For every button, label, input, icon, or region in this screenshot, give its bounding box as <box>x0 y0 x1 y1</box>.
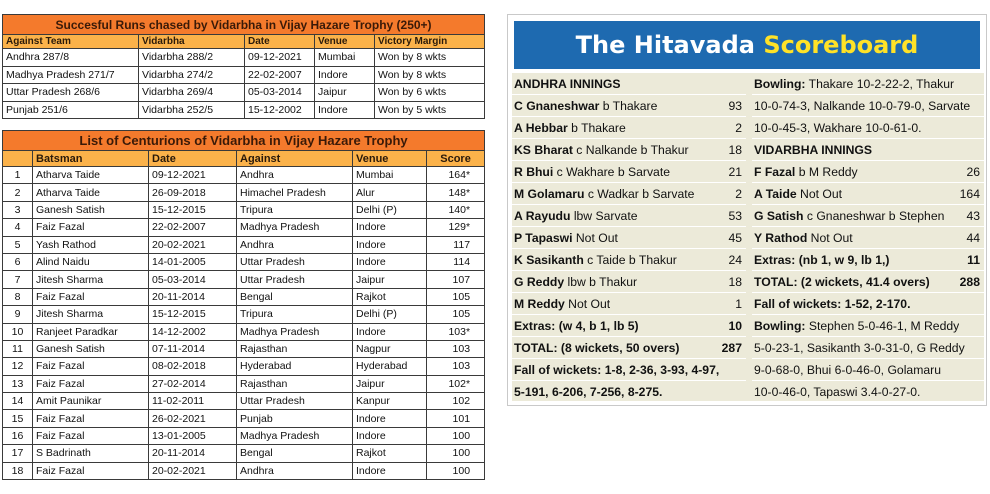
score-line-bold: TOTAL: (2 wickets, 41.4 overs) <box>754 275 930 289</box>
score-line-bold: TOTAL: (8 wickets, 50 overs) <box>514 341 680 355</box>
table-cell: 09-12-2021 <box>245 49 315 67</box>
table-cell: Vidarbha 252/5 <box>139 101 245 119</box>
score-line <box>752 249 984 271</box>
table-row <box>3 427 485 444</box>
table-cell: 14 <box>3 393 33 410</box>
score-line-text <box>752 271 930 292</box>
table-row <box>3 288 485 305</box>
table-cell: Amit Paunikar <box>33 393 149 410</box>
table-cell: 6 <box>3 253 33 270</box>
table-cell: Mumbai <box>353 167 427 184</box>
score-line-value: 2 <box>735 121 742 135</box>
score-line-text <box>512 139 689 160</box>
table-cell: Ranjeet Paradkar <box>33 323 149 340</box>
table-cell: Vidarbha 269/4 <box>139 84 245 102</box>
table-cell: 1 <box>3 167 33 184</box>
score-line-value: 11 <box>967 253 980 267</box>
table-cell: Indore <box>353 323 427 340</box>
score-line-value: 43 <box>966 209 980 223</box>
score-line-detail: Not Out <box>807 231 853 245</box>
table-cell: Vidarbha 288/2 <box>139 49 245 67</box>
score-line-text <box>752 227 853 248</box>
score-line-text <box>512 271 637 292</box>
scoreboard-grid <box>512 73 984 401</box>
table-cell: 22-02-2007 <box>245 66 315 84</box>
score-line-value: 18 <box>728 143 742 157</box>
score-line-bold: R Bhui <box>514 165 554 179</box>
table-cell: 103* <box>427 323 485 340</box>
score-line-value: 45 <box>728 231 742 245</box>
table-cell: 13 <box>3 375 33 392</box>
table-cell: Uttar Pradesh <box>237 393 353 410</box>
score-line <box>512 139 746 161</box>
score-line-text <box>512 183 694 204</box>
column-header: Venue <box>315 35 375 49</box>
score-line-detail: 9-0-68-0, Bhui 6-0-46-0, Golamaru <box>754 363 941 377</box>
table-cell: 07-11-2014 <box>149 340 237 357</box>
table-cell: 27-02-2014 <box>149 375 237 392</box>
table-cell: 10 <box>3 323 33 340</box>
score-line-detail: b M Reddy <box>795 165 858 179</box>
successful-chases-title: Succesful Runs chased by Vidarbha in Vijay Hazare Trophy (250+) <box>3 15 485 35</box>
table-cell: 26-02-2021 <box>149 410 237 427</box>
table-cell: 140* <box>427 201 485 218</box>
score-line-value: 24 <box>728 253 742 267</box>
score-line-detail: lbw Sarvate <box>570 209 638 223</box>
score-line-detail: 5-0-23-1, Sasikanth 3-0-31-0, G Reddy <box>754 341 965 355</box>
score-line <box>752 227 984 249</box>
andhra-innings-column <box>512 73 746 403</box>
score-line-detail: Not Out <box>564 297 611 311</box>
table-row <box>3 84 485 102</box>
score-line-detail: c Gnaneshwar b Stephen <box>803 209 945 223</box>
score-line <box>512 271 746 293</box>
table-cell: 102 <box>427 393 485 410</box>
table-cell: 20-11-2014 <box>149 288 237 305</box>
score-line <box>752 73 984 95</box>
table-cell: Tripura <box>237 201 353 218</box>
score-line-text <box>512 337 680 358</box>
score-line-value: 1 <box>735 297 742 311</box>
score-line <box>512 183 746 205</box>
score-line-value: 26 <box>966 165 980 179</box>
table-cell: Won by 8 wkts <box>375 49 485 67</box>
score-line-bold: VIDARBHA INNINGS <box>754 143 873 157</box>
table-cell: Indore <box>353 427 427 444</box>
table-cell: 15-12-2015 <box>149 306 237 323</box>
table-cell: 12 <box>3 358 33 375</box>
table-cell: Punjab <box>237 410 353 427</box>
table-cell: Mumbai <box>315 49 375 67</box>
score-line-text <box>752 161 858 182</box>
score-line-bold: Y Rathod <box>754 231 808 245</box>
score-line-value: 18 <box>728 275 742 289</box>
score-line-bold: A Rayudu <box>514 209 571 223</box>
table-cell: 05-03-2014 <box>245 84 315 102</box>
table-cell: 26-09-2018 <box>149 184 237 201</box>
table-cell: 20-11-2014 <box>149 445 237 462</box>
column-header: Date <box>245 35 315 49</box>
table-cell: 14-12-2002 <box>149 323 237 340</box>
table-cell: Hyderabad <box>353 358 427 375</box>
score-line-detail: c Wakhare b Sarvate <box>553 165 670 179</box>
table-cell: Madhya Pradesh <box>237 323 353 340</box>
column-header: Vidarbha <box>139 35 245 49</box>
score-line-bold: Bowling: <box>754 77 806 91</box>
table-row <box>3 323 485 340</box>
score-line <box>512 337 746 359</box>
score-line <box>752 271 984 293</box>
score-line <box>752 381 984 403</box>
score-line-text <box>512 73 621 94</box>
table-cell: Yash Rathod <box>33 236 149 253</box>
table-cell: 103 <box>427 358 485 375</box>
table-cell: Faiz Fazal <box>33 288 149 305</box>
centurions-title: List of Centurions of Vidarbha in Vijay Hazare Trophy <box>3 131 485 151</box>
table-cell: 8 <box>3 288 33 305</box>
table-row <box>3 66 485 84</box>
table-cell: Andhra <box>237 167 353 184</box>
table-cell: Won by 5 wkts <box>375 101 485 119</box>
score-line <box>512 381 746 403</box>
table-cell: 22-02-2007 <box>149 219 237 236</box>
table-row <box>3 340 485 357</box>
table-cell: Madhya Pradesh 271/7 <box>3 66 139 84</box>
table-cell: 117 <box>427 236 485 253</box>
scoreboard-title-accent: Scoreboard <box>763 31 919 59</box>
table-cell: 105 <box>427 288 485 305</box>
score-line-text <box>512 227 618 248</box>
column-header: Against Team <box>3 35 139 49</box>
score-line-bold: K Sasikanth <box>514 253 584 267</box>
table-cell: Won by 8 wkts <box>375 66 485 84</box>
score-line-text <box>512 293 610 314</box>
table-cell: 15 <box>3 410 33 427</box>
score-line-bold: C Gnaneshwar <box>514 99 600 113</box>
table-cell: Indore <box>353 219 427 236</box>
table-cell: 103 <box>427 340 485 357</box>
score-line-bold: M Golamaru <box>514 187 585 201</box>
table-cell: Indore <box>315 66 375 84</box>
score-line-text <box>752 337 965 358</box>
score-line-bold: A Taide <box>754 187 797 201</box>
score-line <box>512 293 746 315</box>
table-cell: Andhra <box>237 236 353 253</box>
table-cell: 18 <box>3 462 33 479</box>
score-line-detail: Not Out <box>572 231 618 245</box>
score-line-bold: Fall of wickets: 1-52, 2-170. <box>754 297 911 311</box>
table-cell: 15-12-2002 <box>245 101 315 119</box>
table-cell: 100 <box>427 462 485 479</box>
table-cell: Faiz Fazal <box>33 219 149 236</box>
column-header: Against <box>237 151 353 167</box>
table-cell: Madhya Pradesh <box>237 427 353 444</box>
score-line-text <box>752 73 954 94</box>
table-cell: Vidarbha 274/2 <box>139 66 245 84</box>
table-cell: 20-02-2021 <box>149 462 237 479</box>
table-row <box>3 201 485 218</box>
score-line <box>512 161 746 183</box>
scoreboard-title: The Hitavada <box>575 31 755 59</box>
score-line <box>752 117 984 139</box>
score-line-value: 93 <box>728 99 742 113</box>
table-cell: Kanpur <box>353 393 427 410</box>
score-line <box>752 205 984 227</box>
score-line-text <box>752 293 910 314</box>
table-cell: Madhya Pradesh <box>237 219 353 236</box>
table-cell: 08-02-2018 <box>149 358 237 375</box>
score-line <box>752 315 984 337</box>
table-row <box>3 393 485 410</box>
score-line-bold: G Satish <box>754 209 804 223</box>
table-cell: Delhi (P) <box>353 306 427 323</box>
table-cell: 105 <box>427 306 485 323</box>
score-line <box>512 315 746 337</box>
score-line-detail: b Thakare <box>567 121 626 135</box>
table-cell: Bengal <box>237 288 353 305</box>
table-row <box>3 375 485 392</box>
score-line-value: 2 <box>735 187 742 201</box>
table-cell: Hyderabad <box>237 358 353 375</box>
table-cell: 15-12-2015 <box>149 201 237 218</box>
table-cell: 5 <box>3 236 33 253</box>
score-line-detail: c Taide b Thakur <box>583 253 677 267</box>
score-line-detail: 10-0-46-0, Tapaswi 3.4-0-27-0. <box>754 385 921 399</box>
table-cell: 05-03-2014 <box>149 271 237 288</box>
column-header: Score <box>427 151 485 167</box>
table-cell: 107 <box>427 271 485 288</box>
score-line <box>752 183 984 205</box>
table-row <box>3 219 485 236</box>
score-line-bold: 5-191, 6-206, 7-256, 8-275. <box>514 385 663 399</box>
table-row <box>3 306 485 323</box>
table-cell: Faiz Fazal <box>33 462 149 479</box>
score-line-text <box>512 95 657 116</box>
table-cell: Won by 6 wkts <box>375 84 485 102</box>
scoreboard-header <box>514 21 980 69</box>
table-cell: 114 <box>427 253 485 270</box>
score-line-value: 21 <box>728 165 742 179</box>
table-cell: Uttar Pradesh 268/6 <box>3 84 139 102</box>
table-cell: Jaipur <box>315 84 375 102</box>
score-line <box>512 117 746 139</box>
score-line <box>752 95 984 117</box>
score-line-detail: 10-0-74-3, Nalkande 10-0-79-0, Sarvate <box>754 99 971 113</box>
table-cell: Andhra 287/8 <box>3 49 139 67</box>
score-line-text <box>512 359 719 380</box>
table-cell: Rajkot <box>353 288 427 305</box>
table-cell: 148* <box>427 184 485 201</box>
score-line <box>752 337 984 359</box>
centurions-table <box>2 130 485 480</box>
scoreboard-panel <box>507 14 987 406</box>
table-cell: Alur <box>353 184 427 201</box>
table-cell: Atharva Taide <box>33 167 149 184</box>
table-cell: Jitesh Sharma <box>33 306 149 323</box>
score-line-text <box>752 359 941 380</box>
column-header <box>3 151 33 167</box>
column-header: Batsman <box>33 151 149 167</box>
table-cell: Andhra <box>237 462 353 479</box>
table-cell: Uttar Pradesh <box>237 271 353 288</box>
score-line-bold: ANDHRA INNINGS <box>514 77 621 91</box>
table-row <box>3 462 485 479</box>
table-row <box>3 253 485 270</box>
table-cell: 11 <box>3 340 33 357</box>
table-cell: 17 <box>3 445 33 462</box>
table-cell: Jaipur <box>353 375 427 392</box>
table-cell: 100 <box>427 427 485 444</box>
score-line-text <box>752 205 944 226</box>
column-header: Venue <box>353 151 427 167</box>
score-line-bold: A Hebbar <box>514 121 568 135</box>
score-line-text <box>512 117 626 138</box>
table-cell: Jitesh Sharma <box>33 271 149 288</box>
score-line-text <box>752 95 970 116</box>
table-cell: Tripura <box>237 306 353 323</box>
score-line-text <box>512 205 638 226</box>
table-cell: 100 <box>427 445 485 462</box>
vidarbha-innings-column <box>752 73 984 403</box>
score-line-text <box>752 249 889 270</box>
table-cell: 4 <box>3 219 33 236</box>
table-cell: Jaipur <box>353 271 427 288</box>
table-cell: Indore <box>353 236 427 253</box>
score-line <box>512 359 746 381</box>
score-line <box>752 293 984 315</box>
table-cell: Faiz Fazal <box>33 410 149 427</box>
table-cell: 9 <box>3 306 33 323</box>
table-cell: 14-01-2005 <box>149 253 237 270</box>
table-cell: Delhi (P) <box>353 201 427 218</box>
table-cell: Rajkot <box>353 445 427 462</box>
score-line <box>752 359 984 381</box>
score-line-bold: P Tapaswi <box>514 231 573 245</box>
table-cell: 101 <box>427 410 485 427</box>
score-line-value: 53 <box>728 209 742 223</box>
score-line-detail: Thakare 10-2-22-2, Thakur <box>805 77 955 91</box>
score-line-value: 164 <box>959 187 980 201</box>
score-line-bold: KS Bharat <box>514 143 573 157</box>
score-line-bold: F Fazal <box>754 165 796 179</box>
score-line-text <box>512 161 670 182</box>
table-cell: Indore <box>353 253 427 270</box>
column-header: Victory Margin <box>375 35 485 49</box>
score-line-text <box>752 183 842 204</box>
table-row <box>3 101 485 119</box>
table-cell: Indore <box>353 462 427 479</box>
table-cell: Bengal <box>237 445 353 462</box>
table-cell: Rajasthan <box>237 375 353 392</box>
table-cell: Alind Naidu <box>33 253 149 270</box>
score-line-value: 288 <box>959 275 980 289</box>
score-line-value: 287 <box>721 341 742 355</box>
score-line-detail: c Nalkande b Thakur <box>572 143 689 157</box>
successful-chases-table <box>2 14 485 119</box>
score-line <box>512 249 746 271</box>
table-cell: Uttar Pradesh <box>237 253 353 270</box>
table-cell: 2 <box>3 184 33 201</box>
table-cell: Atharva Taide <box>33 184 149 201</box>
table-cell: Ganesh Satish <box>33 340 149 357</box>
table-cell: 7 <box>3 271 33 288</box>
table-cell: 20-02-2021 <box>149 236 237 253</box>
table-cell: Ganesh Satish <box>33 201 149 218</box>
table-row <box>3 271 485 288</box>
table-cell: Indore <box>353 410 427 427</box>
table-row <box>3 445 485 462</box>
table-cell: Faiz Fazal <box>33 375 149 392</box>
table-cell: Punjab 251/6 <box>3 101 139 119</box>
score-line-detail: lbw b Thakur <box>564 275 638 289</box>
score-line-text <box>512 381 662 402</box>
table-cell: 102* <box>427 375 485 392</box>
score-line-bold: M Reddy <box>514 297 565 311</box>
score-line-detail: b Thakare <box>599 99 658 113</box>
table-cell: Indore <box>315 101 375 119</box>
score-line-text <box>752 139 872 160</box>
table-cell: S Badrinath <box>33 445 149 462</box>
score-line-detail: Stephen 5-0-46-1, M Reddy <box>805 319 960 333</box>
table-cell: 164* <box>427 167 485 184</box>
score-line <box>512 205 746 227</box>
table-cell: Rajasthan <box>237 340 353 357</box>
table-cell: Faiz Fazal <box>33 427 149 444</box>
table-cell: 129* <box>427 219 485 236</box>
score-line-value: 44 <box>966 231 980 245</box>
table-cell: 11-02-2011 <box>149 393 237 410</box>
table-cell: 13-01-2005 <box>149 427 237 444</box>
table-cell: Faiz Fazal <box>33 358 149 375</box>
score-line-text <box>752 315 959 336</box>
score-line-bold: Bowling: <box>754 319 806 333</box>
score-line-text <box>512 249 677 270</box>
score-line-bold: Extras: (w 4, b 1, lb 5) <box>514 319 639 333</box>
score-line-detail: Not Out <box>796 187 843 201</box>
score-line-detail: c Wadkar b Sarvate <box>584 187 695 201</box>
table-cell: Nagpur <box>353 340 427 357</box>
table-row <box>3 410 485 427</box>
score-line <box>752 161 984 183</box>
score-line-bold: G Reddy <box>514 275 565 289</box>
table-row <box>3 236 485 253</box>
score-line-detail: 10-0-45-3, Wakhare 10-0-61-0. <box>754 121 922 135</box>
table-row <box>3 184 485 201</box>
score-line-text <box>752 117 922 138</box>
score-line-bold: Fall of wickets: 1-8, 2-36, 3-93, 4-97, <box>514 363 720 377</box>
table-cell: 16 <box>3 427 33 444</box>
score-line <box>512 73 746 95</box>
table-cell: Himachel Pradesh <box>237 184 353 201</box>
score-line <box>512 95 746 117</box>
table-row <box>3 167 485 184</box>
table-cell: 09-12-2021 <box>149 167 237 184</box>
score-line <box>752 139 984 161</box>
score-line-bold: Extras: (nb 1, w 9, lb 1,) <box>754 253 890 267</box>
table-cell: 3 <box>3 201 33 218</box>
score-line-text <box>752 381 920 402</box>
column-header: Date <box>149 151 237 167</box>
table-row <box>3 49 485 67</box>
score-line-text <box>512 315 639 336</box>
score-line-value: 10 <box>728 319 742 333</box>
table-row <box>3 358 485 375</box>
score-line <box>512 227 746 249</box>
